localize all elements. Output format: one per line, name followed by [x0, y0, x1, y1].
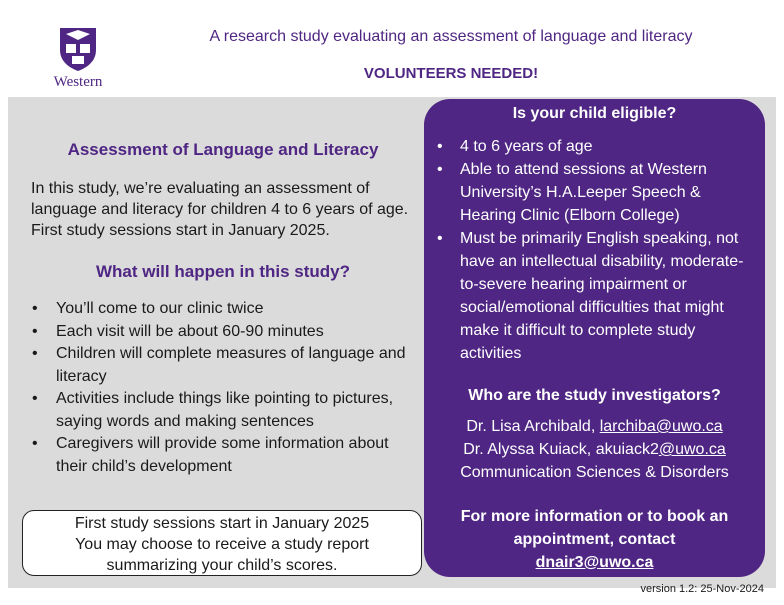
note-line: summarizing your child’s scores.	[106, 557, 338, 574]
list-item: • Able to attend sessions at Western University’s H.A.Leeper Speech & Hearing Clinic (Elborn College)	[434, 158, 759, 227]
crest-icon	[58, 26, 98, 72]
study-steps-list	[30, 298, 420, 478]
version-label: version 1.2: 25-Nov-2024	[640, 583, 764, 595]
list-item: • 4 to 6 years of age	[434, 135, 759, 158]
note-line: First study sessions start in January 2025	[74, 515, 370, 532]
volunteers-banner: VOLUNTEERS NEEDED!	[363, 65, 539, 82]
list-item: • Must be primarily English speaking, not have an intellectual disability, moderate-to-severe hearing impairment or social/emotional difficulties that might make it difficult to complete study activities	[434, 227, 759, 365]
list-item: • Each visit will be about 60-90 minutes	[30, 321, 420, 344]
eligibility-list	[434, 135, 759, 365]
sessions-note-box	[22, 510, 422, 576]
contact-line: For more information or to book an	[460, 508, 729, 525]
assessment-heading: Assessment of Language and Literacy	[67, 140, 379, 159]
contact-email-link[interactable]: dnair3@uwo.ca	[535, 554, 654, 571]
investigator-email-link[interactable]: larchiba@uwo.ca	[599, 418, 723, 435]
note-line: You may choose to receive a study report	[75, 536, 369, 553]
investigator-name: Dr. Alyssa Kuiack, akuiack2	[463, 441, 659, 458]
contact-block	[424, 505, 765, 574]
intro-paragraph: In this study, we’re evaluating an assessment of language and literacy for children 4 to 6 years of age. First study sessions start in January 2025.	[31, 180, 409, 239]
logo-name: Western	[53, 74, 103, 90]
study-subtitle: A research study evaluating an assessment of language and literacy	[209, 28, 693, 45]
department: Communication Sciences & Disorders	[460, 464, 729, 481]
investigator-line	[424, 415, 765, 438]
investigator-line	[424, 438, 765, 461]
investigators-heading: Who are the study investigators?	[468, 387, 721, 404]
contact-line: appointment, contact	[513, 531, 676, 548]
eligibility-panel	[424, 99, 765, 577]
list-item: • Caregivers will provide some information about their child’s development	[30, 433, 420, 478]
list-item: • Activities include things like pointing to pictures, saying words and making sentences	[30, 388, 420, 433]
eligibility-heading: Is your child eligible?	[512, 105, 677, 122]
investigator-name: Dr. Lisa Archibald,	[466, 418, 596, 435]
investigator-email-link[interactable]: @uwo.ca	[658, 441, 726, 458]
list-item: • You’ll come to our clinic twice	[30, 298, 420, 321]
western-logo	[40, 26, 116, 96]
list-item: • Children will complete measures of language and literacy	[30, 343, 420, 388]
what-happens-heading: What will happen in this study?	[95, 262, 351, 281]
